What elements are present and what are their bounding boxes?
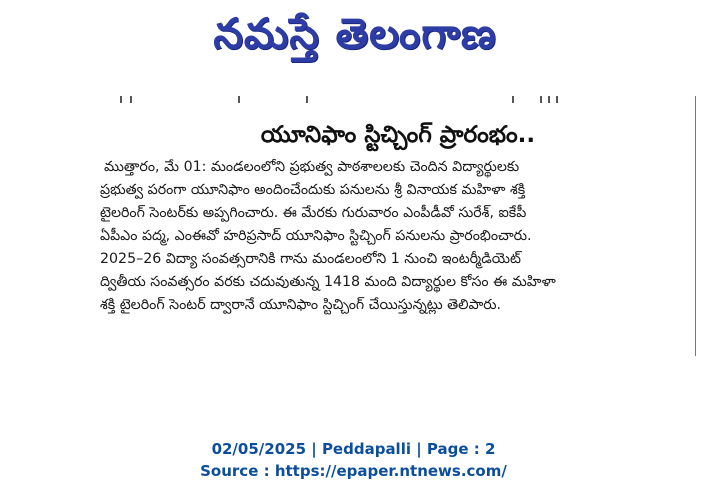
cropped-text-fragments: [120, 96, 680, 104]
masthead-logo: [150, 6, 560, 72]
news-clipping: [100, 96, 696, 361]
clipping-footer: [0, 438, 707, 482]
article-line: ముత్తారం, మే 01: మండలంలోని ప్రభుత్వ పాఠశాలలకు చెందిన విద్యార్థులకు: [104, 159, 520, 175]
article-headline: యూనిఫాం స్టిచ్చింగ్ ప్రారంభం..: [260, 122, 536, 148]
article-line: శక్తి టైలరింగ్ సెంటర్ ద్వారానే యూనిఫాం స్టిచ్చింగ్ చేయిస్తున్నట్లు తెలిపారు.: [100, 297, 502, 313]
article-line: ఏపీఎం పద్మ, ఎంఈవో హరిప్రసాద్ యూనిఫాం స్టిచ్చింగ్ పనులను ప్రారంభించారు.: [100, 228, 532, 244]
article-body: [100, 156, 688, 356]
dateline: 02/05/2025 | Peddapalli | Page : 2: [211, 440, 496, 458]
article-line: 2025–26 విద్యా సంవత్సరానికి గాను మండలంలోని 1 నుంచి ఇంటర్మీడియెట్: [100, 251, 521, 267]
masthead-title: నమస్తే తెలంగాణ: [213, 9, 497, 58]
article-line: టైలరింగ్ సెంటర్‌కు అప్పగించారు. ఈ మేరకు గురువారం ఎంపీడీవో సురేశ్, ఐకేపీ: [100, 205, 527, 221]
article-line: ద్వితీయ సంవత్సరం వరకు చదువుతున్న 1418 మంది విద్యార్థుల కోసం ఈ మహిళా: [100, 274, 556, 290]
source-line: Source : https://epaper.ntnews.com/: [200, 462, 507, 480]
article-line: ప్రభుత్వ పరంగా యూనిఫాం అందించేందుకు పనులను శ్రీ వినాయక మహిళా శక్తి: [100, 182, 526, 198]
